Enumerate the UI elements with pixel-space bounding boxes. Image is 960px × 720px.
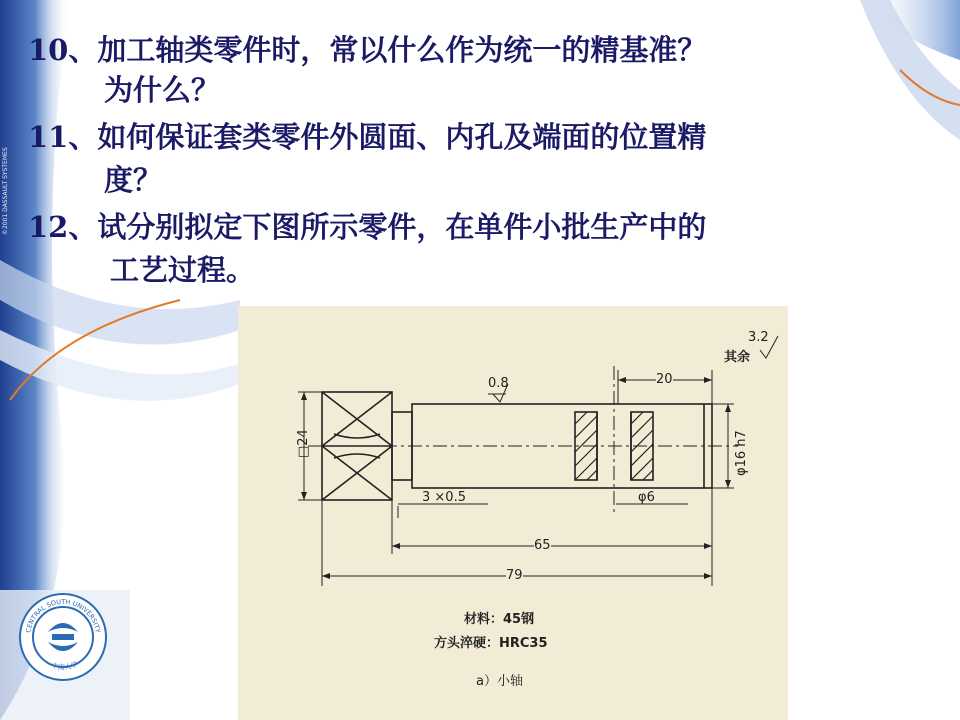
dimension-79-label: 79 (506, 568, 523, 583)
dimension-groove-label: 3 ×0.5 (422, 490, 466, 505)
logo-text: CENTRAL SOUTH UNIVERSITY (24, 597, 102, 634)
question-number: 10 (28, 33, 69, 67)
shaft-drawing-svg (238, 306, 788, 720)
dimension-phi6-label: φ6 (638, 490, 655, 505)
drawing-caption: a）小轴 (476, 674, 523, 689)
question-text: 、加工轴类零件时，常以什么作为统一的精基准？ (68, 33, 707, 67)
dimension-20-label: 20 (656, 372, 673, 387)
roughness-value-label: 3.2 (748, 330, 769, 345)
question-12 (28, 207, 706, 247)
surface-roughness-label: 0.8 (488, 376, 509, 391)
dimension-square-label: □24 (296, 429, 311, 458)
dimension-65-label: 65 (534, 538, 551, 553)
material-note: 材料：45钢 (464, 612, 535, 627)
logo-text-cn: 中南大学 (50, 660, 79, 672)
hardening-note: 方头淬硬：HRC35 (434, 636, 548, 651)
question-number: 12 (28, 210, 69, 244)
roughness-other-label: 其余 (724, 350, 751, 365)
dimension-phi16-label: φ16 h7 (734, 430, 749, 476)
question-number: 11 (28, 120, 69, 154)
question-10 (28, 30, 706, 70)
university-logo (18, 592, 108, 682)
question-11-continuation: 度？ (104, 163, 163, 197)
question-12-continuation: 工艺过程。 (110, 253, 256, 287)
question-text: 、试分别拟定下图所示零件，在单件小批生产中的 (68, 210, 707, 244)
shaft-drawing (238, 306, 788, 720)
question-10-continuation: 为什么？ (104, 73, 221, 107)
question-11 (28, 117, 706, 157)
question-text: 、如何保证套类零件外圆面、内孔及端面的位置精 (68, 120, 707, 154)
watermark-text: ©2001 DASSAULT SYSTEMES (2, 147, 9, 235)
